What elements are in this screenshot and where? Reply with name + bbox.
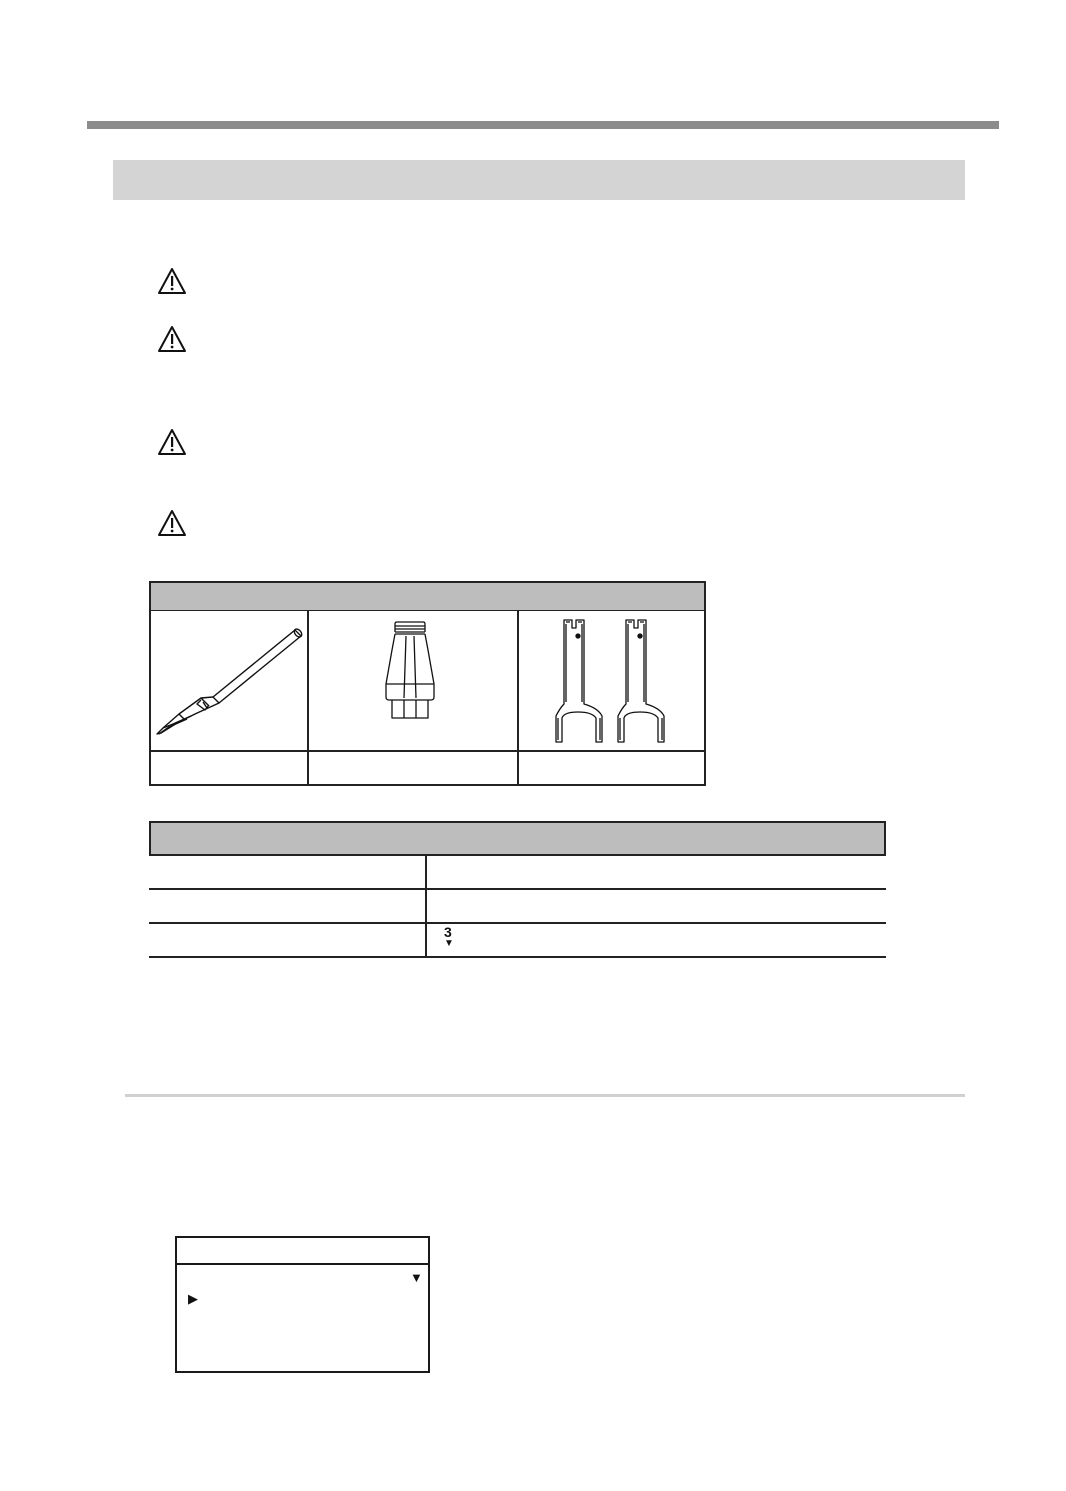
row-divider — [149, 888, 886, 890]
part-caption — [308, 752, 517, 784]
section-divider — [125, 1094, 965, 1097]
caution-icon — [157, 428, 187, 456]
fork-wrench-pair-icon — [518, 610, 706, 750]
caution-icon — [157, 325, 187, 353]
parts-table-header — [151, 583, 704, 611]
spec-table — [149, 821, 886, 958]
superscript-three: 3 — [444, 924, 452, 940]
triangle-down-icon: ▼ — [444, 938, 454, 949]
top-rule — [87, 121, 999, 129]
caution-icon — [157, 267, 187, 295]
scroll-down-indicator-icon: ▼ — [410, 1270, 423, 1285]
section-title-bar — [113, 160, 965, 200]
threaded-nozzle-icon — [308, 610, 517, 750]
lcd-separator — [177, 1263, 428, 1265]
parts-figure-table — [149, 581, 706, 786]
part-caption — [518, 752, 706, 784]
row-divider — [149, 922, 886, 924]
pipe-cutter-tool-icon — [151, 610, 307, 750]
lcd-display-panel — [175, 1236, 430, 1373]
part-caption — [151, 752, 307, 784]
caution-icon — [157, 509, 187, 537]
row-divider — [149, 956, 886, 958]
spec-table-header — [149, 821, 886, 856]
menu-cursor-icon: ▶ — [188, 1291, 198, 1306]
column-divider — [425, 856, 427, 958]
